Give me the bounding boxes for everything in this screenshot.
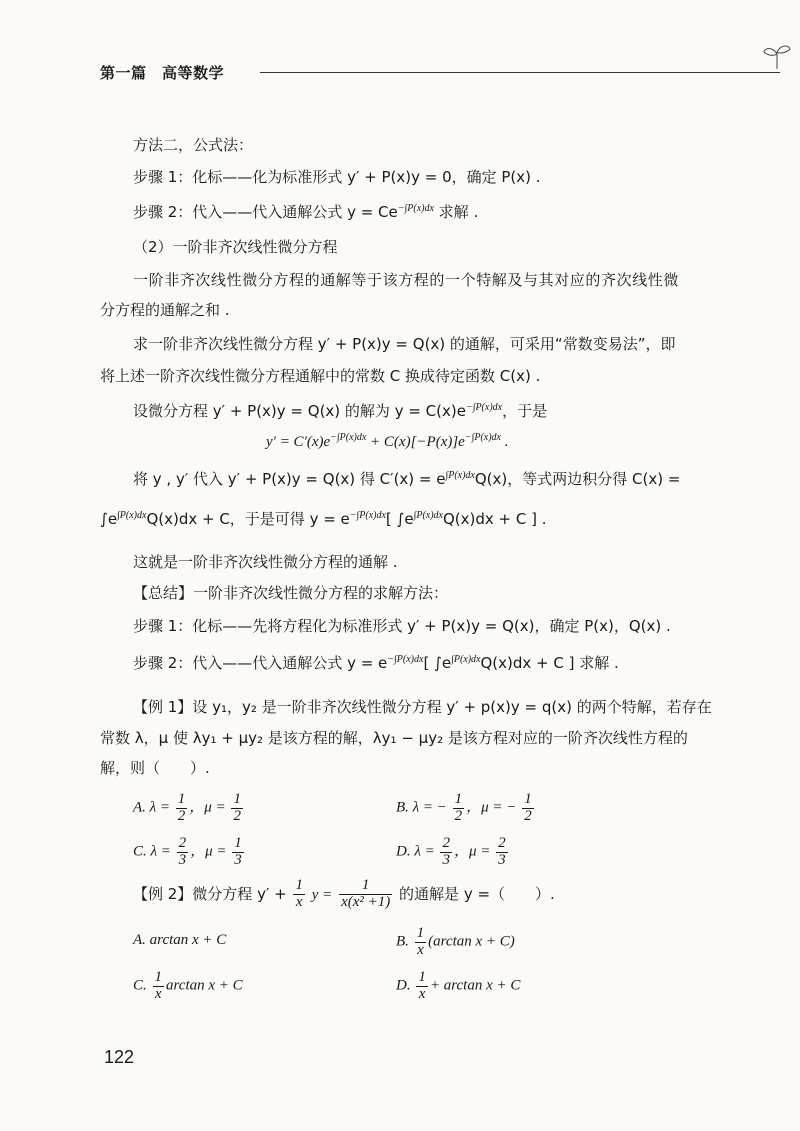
- step-2-line: [133, 201, 478, 222]
- option-mid: ，μ =: [190, 843, 227, 860]
- fraction: [453, 792, 465, 825]
- denominator: x: [154, 985, 162, 1002]
- option-mid: ，μ = −: [466, 799, 517, 816]
- option-label: B.: [396, 933, 409, 950]
- step-2-text: 步骤 2：代入——代入通解公式 y = Ce: [133, 203, 398, 221]
- example-1-line: 解，则（ ）.: [100, 759, 210, 777]
- paragraph-line: 一阶非齐次线性微分方程的通解等于该方程的一个特解及与其对应的齐次线性微: [133, 271, 680, 289]
- example-1-option-b[interactable]: [396, 792, 536, 825]
- text-run: + C(x)[−P(x)]e: [366, 434, 465, 450]
- text-run: Q(x)dx + C ] 求解 .: [480, 654, 619, 672]
- denominator: 3: [498, 851, 506, 868]
- numerator: 1: [454, 791, 463, 807]
- paragraph-line: 分方程的通解之和 .: [100, 301, 230, 319]
- fraction: [232, 836, 244, 869]
- paragraph-line: 求一阶非齐次线性微分方程 y′ + P(x)y = Q(x) 的通解，可采用“常数变易法”，即: [133, 335, 676, 353]
- numerator: 1: [339, 878, 392, 895]
- example-1-option-c[interactable]: [133, 836, 246, 869]
- denominator: 2: [233, 807, 241, 824]
- numerator: 2: [442, 835, 450, 851]
- summary-heading: 【总结】一阶非齐次线性微分方程的求解方法：: [133, 584, 449, 602]
- step-1-line: 步骤 1：化标——化为标准形式 y′ + P(x)y = 0，确定 P(x) .: [133, 168, 541, 186]
- example-2-option-b[interactable]: [396, 926, 515, 959]
- leaf-sprout-icon: [762, 42, 792, 70]
- fraction: [339, 878, 392, 911]
- header-rule: [260, 72, 780, 73]
- denominator: x: [417, 941, 424, 958]
- fraction: [522, 792, 534, 825]
- numerator: 1: [154, 969, 163, 985]
- numerator: 1: [416, 925, 425, 941]
- paragraph-line: 将上述一阶齐次线性微分方程通解中的常数 C 换成待定函数 C(x) .: [100, 367, 541, 385]
- exponent: ∫P(x)dx: [451, 654, 481, 665]
- step-2-text-end: 求解 .: [433, 203, 479, 221]
- example-2-option-a[interactable]: A. arctan x + C: [133, 932, 227, 948]
- option-rest: (arctan x + C): [428, 933, 515, 950]
- paragraph-line: 这就是一阶非齐次线性微分方程的通解 .: [133, 553, 398, 571]
- exponent: ∫P(x)dx: [445, 470, 475, 481]
- chapter-title: 第一篇 高等数学: [100, 64, 225, 82]
- running-header: [100, 60, 700, 90]
- numerator: 1: [234, 835, 242, 851]
- denominator: 3: [234, 851, 242, 868]
- exponent: ∫P(x)dx: [117, 510, 147, 521]
- exponent: −∫P(x)dx: [387, 654, 424, 665]
- paragraph-line: [133, 468, 680, 489]
- denominator: 3: [442, 851, 450, 868]
- denominator: 2: [177, 807, 186, 824]
- method-two-heading: 方法二，公式法：: [133, 136, 254, 154]
- option-label: B. λ = −: [396, 799, 447, 816]
- denominator: 3: [178, 851, 187, 868]
- example-1-line: 常数 λ，μ 使 λy₁ + μy₂ 是该方程的解，λy₁ − μy₂ 是该方程对应的一阶齐次线性方程的: [100, 729, 688, 747]
- exponent: −∫P(x)dx: [465, 402, 503, 413]
- denominator: x(x² +1): [341, 893, 391, 910]
- summary-step-1: 步骤 1：化标——先将方程化为标准形式 y′ + P(x)y = Q(x)，确定 P(x)，Q(x) .: [133, 617, 671, 635]
- text-run: .: [500, 434, 509, 450]
- numerator: 1: [418, 969, 426, 985]
- section-heading: （2）一阶非齐次线性微分方程: [133, 238, 338, 256]
- fraction: [177, 836, 189, 869]
- fraction: [416, 970, 428, 1003]
- numerator: 1: [524, 791, 532, 807]
- exponent: −∫P(x)dx: [349, 510, 386, 521]
- text-run: 【例 2】微分方程 y′ +: [133, 884, 287, 903]
- denominator: x: [295, 893, 303, 910]
- fraction: [176, 792, 188, 825]
- exponent: −∫P(x)dx: [464, 432, 501, 443]
- option-label: C. λ =: [133, 843, 171, 860]
- exponent: −∫P(x)dx: [330, 432, 367, 443]
- fraction: [293, 878, 305, 911]
- option-rest: + arctan x + C: [429, 977, 521, 994]
- paragraph-line: [133, 400, 547, 421]
- denominator: x: [418, 985, 426, 1002]
- exponent: ∫P(x)dx: [413, 510, 443, 521]
- example-2-line: [133, 878, 555, 911]
- numerator: 2: [178, 835, 187, 851]
- example-2-option-c[interactable]: [133, 970, 243, 1003]
- text-run: 设微分方程 y′ + P(x)y = Q(x) 的解为 y = C(x)e: [133, 402, 466, 420]
- fraction: [415, 926, 427, 959]
- text-run: Q(x)dx + C ] .: [442, 510, 547, 528]
- text-run: ，于是: [502, 402, 548, 420]
- text-run: [ ∫e: [423, 654, 452, 672]
- display-equation: [266, 432, 508, 451]
- example-2-option-d[interactable]: [396, 970, 520, 1003]
- text-run: 步骤 2：代入——代入通解公式 y = e: [133, 654, 388, 672]
- paragraph-line: [100, 508, 547, 529]
- fraction: [231, 792, 243, 825]
- text-run: y =: [311, 886, 333, 903]
- fraction: [440, 836, 452, 869]
- option-rest: arctan x + C: [166, 977, 243, 994]
- text-run: ∫e: [100, 510, 118, 528]
- text-run: y′ = C′(x)e: [266, 434, 331, 450]
- denominator: 2: [454, 807, 463, 824]
- option-mid: ，μ =: [189, 799, 226, 816]
- fraction: [153, 970, 165, 1003]
- example-1-line: 【例 1】设 y₁，y₂ 是一阶非齐次线性微分方程 y′ + p(x)y = q(x) 的两个特解，若存在: [133, 698, 712, 716]
- option-label: D.: [396, 977, 411, 994]
- numerator: 1: [177, 791, 186, 807]
- option-label: A. λ =: [133, 799, 171, 816]
- numerator: 1: [295, 877, 303, 893]
- text-run: [ ∫e: [385, 510, 414, 528]
- exponent: −∫P(x)dx: [397, 203, 434, 214]
- summary-step-2: [133, 652, 619, 673]
- page-number: 122: [104, 1047, 135, 1067]
- example-1-option-d[interactable]: [396, 836, 510, 869]
- text-run: Q(x)dx + C，于是可得 y = e: [146, 510, 350, 528]
- option-mid: ，μ =: [453, 843, 491, 860]
- option-label: C.: [133, 977, 147, 994]
- fraction: [496, 836, 508, 869]
- text-run: 的通解是 y =（ ）.: [399, 884, 555, 903]
- numerator: 1: [233, 791, 241, 807]
- example-1-option-a[interactable]: [133, 792, 245, 825]
- text-run: 将 y , y′ 代入 y′ + P(x)y = Q(x) 得 C′(x) = e: [133, 470, 446, 488]
- numerator: 2: [498, 835, 506, 851]
- option-label: D. λ =: [396, 843, 435, 860]
- denominator: 2: [524, 807, 532, 824]
- text-run: Q(x)，等式两边积分得 C(x) =: [474, 470, 681, 488]
